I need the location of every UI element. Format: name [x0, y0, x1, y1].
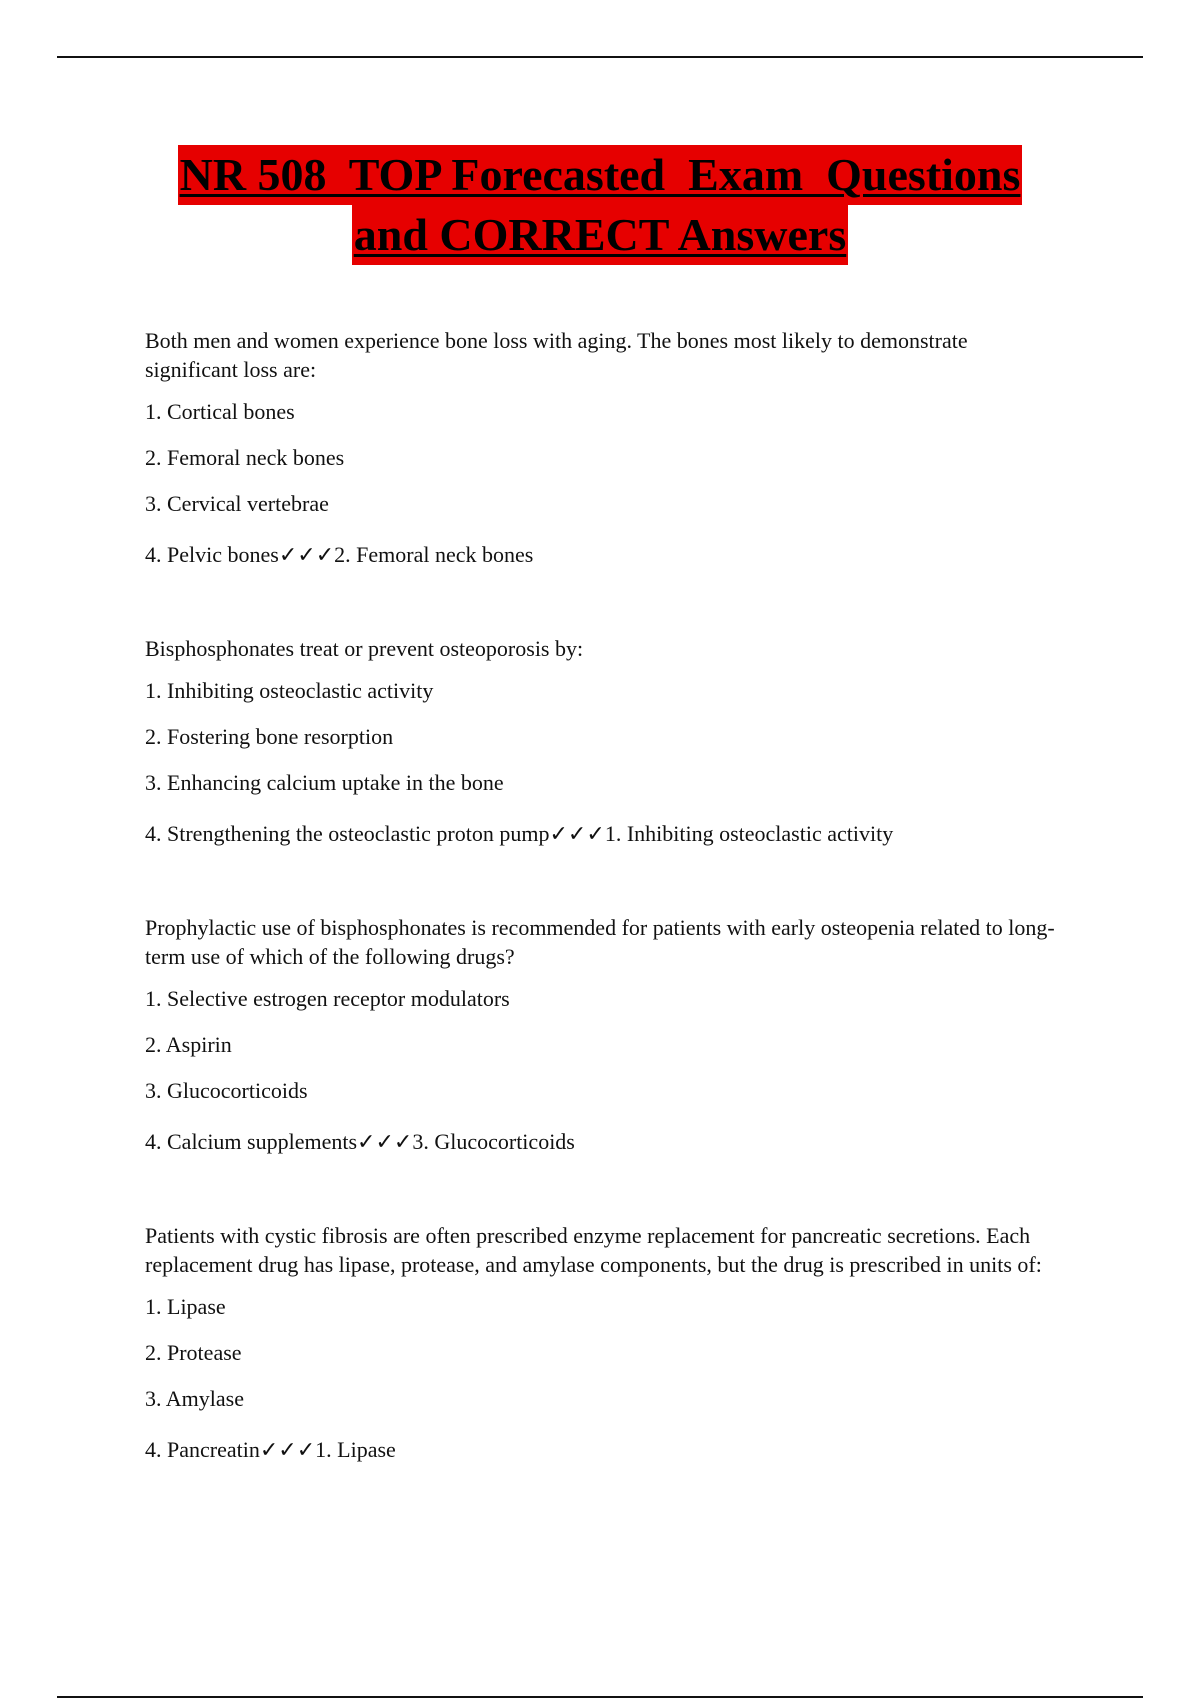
question-stem: Both men and women experience bone loss with aging. The bones most likely to demonstrate significant loss are:: [145, 328, 968, 382]
question-4: [145, 1221, 1065, 1465]
option-4: 4. Pelvic bones: [145, 542, 279, 567]
check-mark-icon: ✓✓✓: [549, 822, 605, 847]
option-4-with-answer: [145, 819, 1065, 849]
option-1: 1. Lipase: [145, 1294, 226, 1319]
option-4: 4. Strengthening the osteoclastic proton pump: [145, 821, 550, 846]
top-rule: [57, 56, 1143, 58]
option-2: 2. Femoral neck bones: [145, 445, 345, 470]
option-4-with-answer: [145, 540, 1065, 570]
option-3: 3. Amylase: [145, 1386, 244, 1411]
bottom-rule: [57, 1696, 1143, 1698]
option-3: 3. Glucocorticoids: [145, 1078, 308, 1103]
option-4: 4. Pancreatin: [145, 1437, 260, 1462]
question-1: [145, 326, 1065, 570]
option-1: 1. Selective estrogen receptor modulators: [145, 986, 510, 1011]
question-3: [145, 913, 1065, 1157]
option-3: 3. Enhancing calcium uptake in the bone: [145, 770, 504, 795]
answer-text: 3. Glucocorticoids: [412, 1129, 575, 1154]
option-4: 4. Calcium supplements: [145, 1129, 358, 1154]
option-4-with-answer: [145, 1127, 1065, 1157]
option-1: 1. Inhibiting osteoclastic activity: [145, 678, 434, 703]
title-line-1: NR 508 TOP Forecasted Exam Questions: [178, 145, 1023, 205]
option-1: 1. Cortical bones: [145, 399, 295, 424]
question-2: [145, 634, 1065, 849]
answer-text: 1. Inhibiting osteoclastic activity: [604, 821, 894, 846]
check-mark-icon: ✓✓✓: [278, 543, 335, 568]
option-3: 3. Cervical vertebrae: [145, 491, 329, 516]
question-stem: Prophylactic use of bisphosphonates is recommended for patients with early osteopenia related to long-term use of which of the following drugs?: [145, 915, 1055, 969]
check-mark-icon: ✓✓✓: [259, 1438, 316, 1463]
option-2: 2. Protease: [145, 1340, 242, 1365]
question-stem: Patients with cystic fibrosis are often prescribed enzyme replacement for pancreatic secretions. Each replacement drug has lipase, protease, and amylase components, but the drug is prescribed in units of:: [145, 1223, 1042, 1277]
option-2: 2. Aspirin: [145, 1032, 232, 1057]
question-list: [145, 326, 1065, 1529]
title-line-2: and CORRECT Answers: [352, 205, 848, 265]
question-stem: Bisphosphonates treat or prevent osteoporosis by:: [145, 636, 584, 661]
answer-text: 2. Femoral neck bones: [334, 542, 534, 567]
option-4-with-answer: [145, 1435, 1065, 1465]
answer-text: 1. Lipase: [315, 1437, 396, 1462]
document-title: [0, 145, 1200, 265]
option-2: 2. Fostering bone resorption: [145, 724, 394, 749]
check-mark-icon: ✓✓✓: [357, 1130, 413, 1155]
